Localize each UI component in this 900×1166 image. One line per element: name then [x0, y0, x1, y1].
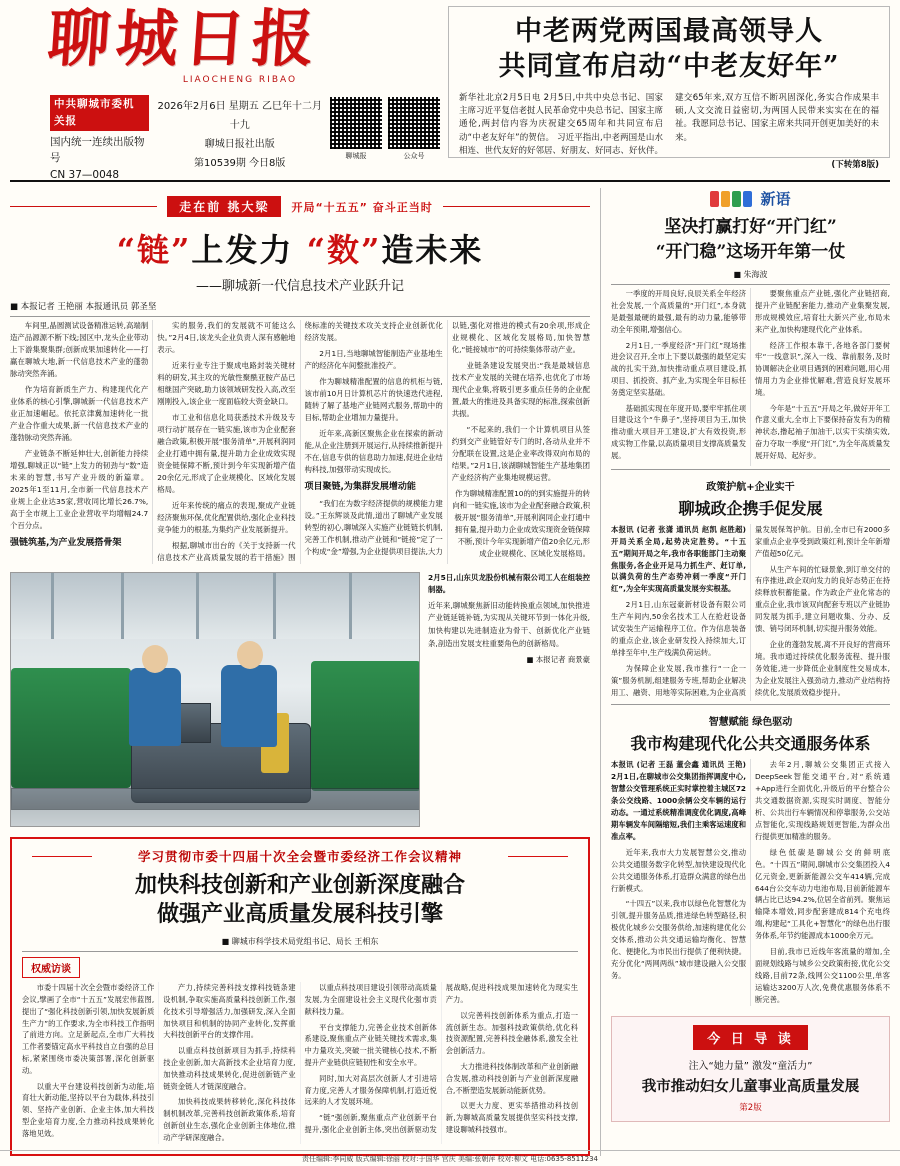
paragraph: “十四五”以来,我市以绿色化智慧化为引领,提升服务品质,推进绿色转型路径,积极优化城乡公交服务供给,加速构建优化公交体系,推动公共交通运输均衡化、智慧化、便捷化,为市民出行提供了便利快捷。充分优化“两网两纵”城市建设融入公交服务。 — [611, 899, 746, 981]
paragraph: 近年来,我市大力发展智慧公交,推动公共交通服务数字化转型,加快建设现代化公共交通服务体系,打造群众满意的绿色出行新模式。 — [611, 847, 746, 893]
paragraph: 作为培育新质生产力、构建现代化产业体系的核心引擎,聊城新一代信息技术产业正加速崛起。依托京津冀加速转化一批产业合作重大成果,新一代信息技术产业的蓬勃脉动突然奔涌。 — [10, 384, 149, 442]
lead-headline-line2: 共同宣布启动“中老友好年” — [498, 50, 840, 82]
paragraph: 今年是“十五五”开局之年,做好开年工作意义重大,全市上下要保持奋发有为的精神状态,撸起袖子加油干,以实干实绩实效,奋力夺取一季度“开门红”,为全年高质量发展开好局、起好步。 — [755, 403, 890, 460]
qr-code-icon[interactable] — [330, 97, 382, 149]
paragraph: 2月1日,当地聊城智能制造产业基地生产的经济化车间整批准投产。 — [304, 348, 443, 370]
subsection-heading: 项目聚链,为集群发展增动能 — [304, 481, 416, 492]
paragraph: “我们在为数字经济提供的规模能力建设。”王东辉谈及此情,道出了聊城产业发展转型的初心,聊城深入实施产业链链长机制,完善工作机制,推动产业链和“链接”定了一个构成“金”增强,为企业提供项目提法,大力以链,强化对推进的模式有20余项,形成企业规模化、区域化发展格局,加快智慧化,“链接城市”的可持续集体带动产业。 — [304, 321, 590, 557]
paragraph: 以更大力度、更实举措推动科技创新,为聊城高质量发展提供坚实科技支撑,建设聊城科技强市。 — [445, 1101, 578, 1135]
qr2-label: 公众号 — [403, 152, 425, 161]
commentary-headline-line1: 坚决打赢打好“开门红” — [664, 217, 837, 237]
masthead-left — [10, 2, 440, 184]
paragraph: 加快科技成果转移转化,深化科技体制机制改革,完善科技创新政策体系,培育创新创业生态,强化企业创新主体地位,推动产学研深度融合。 — [163, 1097, 296, 1142]
license-line-2: CN 37—0048 — [50, 169, 120, 182]
masthead-dates — [157, 95, 322, 173]
paragraph: 车间里,晶圆测试设备精准运转,高端制造产品源源不断下线;园区中,龙头企业带动上下游集聚集群;创新成果加速转化——打赢在聊城大地,新一代信息技术产业的蓬勃脉动突然奔涌。 — [10, 321, 149, 378]
section-banner — [10, 196, 590, 217]
paragraph: 要聚焦重点产业链,强化产业链招商,提升产业链配套能力,推动产业集聚发展,形成规模效应,培育壮大新兴产业,布局未来产业,加快构建现代化产业体系。 — [755, 289, 890, 334]
photo-caption-body: 近年来,聊城聚焦新旧动能转换重点领域,加快推进产业链延链补链,为实现从关键环节到一体化升级,加快构建以先进制造业为骨干、创新优化产业链条,剖造出发展支柱重要角色的创新格局。 — [428, 600, 590, 648]
study-headline-line2: 做强产业高质量发展科技引擎 — [156, 901, 443, 928]
issue-number: 第10539期 今日8版 — [194, 158, 286, 170]
story2-body — [611, 524, 890, 701]
paragraph: 业链条建设发展突出:“我是最城信息技术产业发展的关键在培养,也优化了市场现代企业集,将吸引更多重点任务的企业配置,最大的推进及具备实现的标准,探索创新共振。 — [451, 360, 590, 418]
study-byline: ■ 聊城市科学技术局党组书记、局长 王相东 — [221, 937, 379, 947]
paragraph: 同时,加大对高层次创新人才引进培育力度,完善人才服务保障机制,打造近悦远来的人才发展环境。 — [304, 1073, 437, 1107]
study-headline-line1: 加快科技创新和产业创新深度融合 — [134, 871, 465, 898]
photo-caption — [428, 572, 590, 827]
subsection-heading: 强链筑基,为产业发展搭骨架 — [10, 537, 122, 548]
guide-page-ref[interactable]: 第2版 — [739, 1103, 762, 1114]
paragraph: 平台支撑能力,完善企业技术创新体系建设,聚焦重点产业链关键技术需求,集中力量攻关,突破一批关键核心技术,不断提升产业链供应链韧性和安全水平。 — [304, 1022, 437, 1067]
qr-codes — [330, 95, 440, 161]
lead-story-box — [448, 6, 890, 170]
banner-tag: 走在前 挑大梁 — [167, 196, 281, 217]
paragraph: 近来行业专注于聚成电路封装关键材料的研发,其主攻的光敏性聚酰亚胺产品已相继国产突破,助力该领域研发投入高,改至刚刚投入,该企业一度面临较大资金缺口。 — [157, 360, 296, 406]
paragraph: “不起来的,我们一个计算机项目从签约到交产业链管好专门的时,各动从业并不分配联在设置,这是企业率改得双向布局的结果。”2月1日,该湖聊城智能生产基地集团产业经济构产业集地规模运营。 — [451, 424, 590, 482]
paragraph: 绿色低碳是聊城公交的鲜明底色。“十四五”期间,聊城市公交集团投入4亿元资金,更新新能源公交车414辆,完成644台公交车动力电池布局,目前新能源车辆占比已达94.2%,位居全省前列。聚焦运输降本增效,同步配套建成814个充电终端,构建起“工具化+智慧化”的绿色出行服务体系,年节约能源成本1000余万元。 — [755, 847, 890, 941]
paragraph: 企业的蓬勃发展,离不开良好的营商环境。我市通过持续优化服务流程、提升服务效能,进一步降低企业制度性交易成本,为企业发展注入强劲动力,推动产业结构持续优化,发展质效稳步提升。 — [755, 640, 890, 698]
factory-photo — [10, 572, 420, 827]
study-box-title: 学习贯彻市委十四届十次全会暨市委经济工作会议精神 — [22, 847, 578, 865]
paragraph: 以完善科技创新体系为重点,打造一流创新生态。加强科技政策供给,优化科技资源配置,完善科技金融体系,激发全社会创新活力。 — [445, 1010, 578, 1056]
page-footer: 责任编辑:李同威 版式编辑:徐丽 校对:于国华 官庆 美编:张朝萍 校对:柳文 电话:0635-8511234 — [0, 1150, 900, 1164]
masthead-info — [10, 95, 440, 184]
paragraph: 一季度的开局良好,良辰关系全年经济社会发展,一个高质量的“开门红”,本身就是最强最硬的最强,最有的动力量,能够带动全年预期,增强信心。 — [611, 289, 746, 334]
story3-kicker: 智慧赋能 绿色驱动 — [708, 717, 793, 728]
paragraph: 目前,我市已近线年客流量的增加,全面规划线路与城乡公交政策衔接,优化公交线路,目前72条,线网公交1100公里,单客运输达3200万人次,免费优惠服务体系不断完善。 — [755, 947, 890, 1005]
right-column — [600, 188, 890, 1156]
paragraph: 大力推进科技体制改革和产业创新融合发展,推动科技创新与产业创新深度融合,不断塑造发展新动能新优势。 — [445, 1061, 578, 1095]
publisher: 聊城日报社出版 — [204, 139, 275, 151]
commentary-divider — [611, 284, 890, 285]
study-divider — [22, 951, 578, 952]
masthead-org — [50, 95, 149, 184]
paragraph-lead: 本报讯 (记者 王磊 董会鑫 通讯员 王艳) 2月1日,在聊城市公交集团指挥调度中心,智慧公交管理系统正实时掌控着主城区72条公交线路、1000余辆公交车辆的运行动态。一通过系统精准调度优化调度,高峰期车辆发车间隔缩短,我们主乘客运速度和准点率。 — [611, 760, 746, 841]
lead-body-text: 习近平指出,中老两国是山水相连、世代友好的好邻居、好朋友、好同志、好伙伴。建交65年来,双方互信不断巩固深化,务实合作成果丰硕,人文交流日益密切,为两国人民带来实实在在的福祉。我愿同总书记、国家主席来共同开创更加美好的未来。 — [459, 93, 880, 156]
study-box-body — [22, 982, 578, 1144]
paragraph: 以重点科技创新项目为抓手,持续科技企业创新,加大高新技术企业培育力度,加快推动科技成果转化,促进创新链产业链资金链人才链深度融合。 — [163, 1046, 296, 1091]
paragraph: 2月1日,一季度经济“开门红”现场推进会议召开,全市上下要以最强的最坚定实战的扎实干劲,加快推动重点项目建设,抓项目、抓投资、抓产业,为实现全年目标任务奠定坚实基础。 — [611, 340, 746, 397]
left-column — [10, 188, 590, 1156]
banner-line-right — [443, 206, 590, 207]
org-badge: 中共聊城市委机关报 — [50, 95, 149, 131]
main-subhead: ——聊城新一代信息技术产业跃升记 — [195, 279, 404, 294]
story3-body — [611, 759, 890, 1006]
todays-guide-box — [611, 1016, 890, 1122]
study-box — [10, 837, 590, 1156]
column-logo — [611, 188, 890, 209]
main-headline — [10, 225, 590, 271]
newspaper-logo-pinyin: LIAOCHENG RIBAO — [182, 75, 298, 86]
colorbars-icon — [710, 191, 754, 207]
newspaper-logo: 聊城日报 — [45, 2, 323, 75]
lead-dateline — [459, 92, 879, 158]
masthead — [10, 2, 890, 182]
study-box-headline — [22, 871, 578, 930]
paragraph: 去年2月,聊城公交集团正式接入DeepSeek智能交通平台,对“系统通+App进行全面优化,升级后的平台整合公共交通数据资源,实现实时调度、智能分析、公共出行车辆情况和停靠服务,公交站点智能化,实现线路规划更智能,为群众出行提供更加精准的服务。 — [755, 760, 890, 841]
headline-divider — [10, 316, 590, 317]
lead-headline-line1: 中老两党两国最高领导人 — [515, 16, 823, 47]
body-grid — [10, 188, 890, 1156]
section-divider-2 — [611, 704, 890, 705]
main-story-body — [10, 320, 590, 564]
photo-caption-title: 2月5日,山东贝龙股份机械有限公司工人在组装控制器。 — [428, 572, 590, 595]
paragraph: 近年来,高新区聚焦企业在探索的新动能,从企业注册到开展运行,从持续推新提升不在,信息专供的信息助力加速,促进企业结构科技,加强带动实现成长。 — [304, 428, 443, 474]
main-headline-t1: 上发力 — [191, 231, 294, 269]
paragraph: 产业链条不断延伸壮大,创新能力持续增强,聊城正以“链”上发力的韧劲与“数”造未来的智慧,书写产业升级的新篇章。2025年1至11月,全市新一代信息技术产业规上企业达35家,营收同比增长26.7%,高于全市规上工业企业营收平均增幅24.7个百分点。 — [10, 448, 149, 530]
paragraph: “链”强创新,聚焦重点产业创新平台提升,强化企业创新主体,突出创新驱动发展战略,促进科技成果加速转化为现实生产力。 — [304, 983, 578, 1135]
story2-headline: 聊城政企携手促发展 — [678, 498, 823, 518]
paragraph: 实的服务,我们的发展就不可能这么快。”2月4日,该龙头企业负责人深有感触地表示。 — [157, 321, 296, 354]
banner-line-left — [10, 206, 157, 207]
guide-line1: 注入“她力量” 激发“童活力” — [688, 1061, 813, 1073]
paragraph: 从生产车间的忙碌景象,到订单交付的有序推进,政企双向发力的良好态势正在持续释放积蓄能量。作为政企产业化常态的重点企业,我市该双向配套专班以产业链协同发展为抓手,建立问题收集、分办、反馈、销号闭环机制,切实提升服务效能。 — [755, 564, 890, 634]
paragraph: 近年来传统的痛点的表现,聚成产业链经济聚焦环保,优化配置供给,强化企业科技竞争能力的根基,为集约产业发展新提升。 — [157, 500, 296, 534]
guide-title: 今 日 导 读 — [693, 1025, 808, 1050]
section-divider-1 — [611, 469, 890, 470]
story3-headline: 我市构建现代化公共交通服务体系 — [630, 734, 871, 753]
paragraph: 以重大平台建设科技创新为动能,培育壮大新动能,坚持以平台为载体,科技引领、坚持产业创新、企业主体,加大科技型企业培育力度,全力推动科技成果转化落地见效。 — [22, 1081, 155, 1138]
main-byline: ■ 本报记者 王艳丽 本报通讯员 郭圣坚 — [10, 302, 157, 312]
paragraph: 为保障企业发展,我市推行“一企一策”服务机制,组建服务专班,帮助企业解决用工、融资、用地等实际困难,为企业高质量发展保驾护航。目前,全市已有2000多家重点企业享受到政策红利,预计全年新增产值超50亿元。 — [611, 524, 890, 698]
commentary-body — [611, 288, 890, 465]
paragraph: 以重点科技项目建设引领带动高质量发展,为全面建设社会主义现代化强市贡献科技力量。 — [304, 983, 437, 1016]
main-headline-t2: 造未来 — [381, 231, 484, 269]
paragraph: 市委十四届十次全会暨市委经济工作会议,擘画了全市“十五五”发展宏伟蓝图,提出了“强化科技创新引领,加快发展新质生产力”的工作要求,为全市科技工作指明了前进方向。立足新起点,全市广大科技工作者要锚定高水平科技自立自强的总目标,紧紧围绕市委决策部署,深化创新驱动。 — [22, 983, 155, 1075]
qr-code-icon[interactable] — [388, 97, 440, 149]
banner-subtitle: 开局“十五五” 奋斗正当时 — [291, 200, 433, 214]
continued-note: 作为聊城精准配置10的的到实施提升的转向和一链实施,该市为企业配套融合政策,积极开展“服务清单”,开展利润同企业打通中拥有量,提升助力企业成效实现资金链保障不断,预计今年实现新增产值20余亿元,形成企业规模化、区域化发展格局。 — [452, 488, 590, 558]
license-line-1: 国内统一连续出版物号 — [50, 135, 145, 165]
lead-headline — [459, 15, 879, 84]
paragraph: 作为聊城精准配置的信息的机柜与链,该市前10月日计算机芯片的快速迭代进程,随转了解了基地产业链网式服务,帮助中的目标,帮助企业增加力量提升。 — [304, 376, 443, 422]
commentary-headline-line2: “开门稳”这场开年第一仗 — [655, 241, 846, 262]
photo-block — [10, 572, 590, 827]
column-logo-text: 新语 — [760, 190, 791, 208]
paragraph: 市工业和信息化局获悉技术升级及专项行动扩展存在一链实施,该市为企业配套融合政策,积极开展“服务清单”,开展利润同企业打通中拥有量,提升助力企业成效实现资金链保障不断,预计到今年实现新增产值20余亿元,形成了企业规模化、区域化发展格局。 — [157, 412, 296, 494]
paragraph: 根据,聊城市出台的《关于支持新一代信息技术产业高质量发展的若干措施》围绕标准的关键技术攻关支持企业创新优化经济发展。 — [157, 321, 443, 562]
main-headline-q1: “链” — [116, 231, 192, 269]
paragraph: 2月1日,山东冠豪新材设备有限公司生产车间内,50余名技术工人在抢赶设备试安装生产运输程序工位。作为信息装备的重点企业,该企业研发投入持续加大,订单排至年中,生产线满负荷运转。 — [611, 600, 746, 658]
guide-line2: 我市推动妇女儿童事业高质量发展 — [641, 1078, 860, 1096]
lead-dateline-text: 新华社北京2月5日电 2月5日,中共中央总书记、国家主席习近平复信老挝人民革命党中央总书记、国家主席通伦,两封信内容为庆祝建交65周年和共同宣布启动“中老友好年”的贺信。 — [459, 93, 664, 143]
commentary-byline: ■ 朱海波 — [733, 270, 768, 280]
commentary-headline — [611, 215, 890, 264]
main-headline-q2: “数” — [306, 231, 382, 269]
interview-tag: 权威访谈 — [22, 957, 80, 978]
paragraph-lead: 本报讯 (记者 张潇 通讯员 赵凯 赵胜超) 开局关系全局,起势决定胜势。“十五五”期间开局之年,我市各职能部门主动聚焦服务,各企业开足马力抓生产、赶订单,以满负荷的生产态势冲刺一季度“开门红”,为全年实现高质量发展夯实根基。 — [611, 524, 746, 594]
paragraph: 基础抓实现在年度开局,要牢牢抓住项目建设这个“牛鼻子”,坚持项目为王,加快推动重大项目开工建设,扩大有效投资,形成实物工作量,以高质量项目支撑高质量发展。 — [611, 403, 746, 460]
qr1-label: 聊城报 — [345, 152, 367, 161]
paragraph: 产力,持续完善科技支撑科技链条建设机制,争取实施高质量科技创新工作,强化技术引导增强活力,加强研发,深入全面加快项目和机制的协同产业转化,发挥重大科技创新平台的支撑作用。 — [163, 983, 296, 1040]
photo-credit: ■ 本报记者 商景豪 — [526, 655, 590, 665]
lead-continued: (下转第8版) — [831, 159, 879, 170]
publish-date: 2026年2月6日 星期五 乙巳年十二月十九 — [157, 101, 322, 132]
guide-title-wrap — [620, 1025, 881, 1050]
paragraph: 经济工作根本靠干,各地各部门要树牢“一线意识”,深入一线、靠前服务,及时协调解决企业项目遇到的困难问题,用心用情用力为企业排忧解难,营造良好发展环境。 — [755, 340, 890, 397]
story2-kicker: 政策护航+企业实干 — [706, 481, 795, 493]
